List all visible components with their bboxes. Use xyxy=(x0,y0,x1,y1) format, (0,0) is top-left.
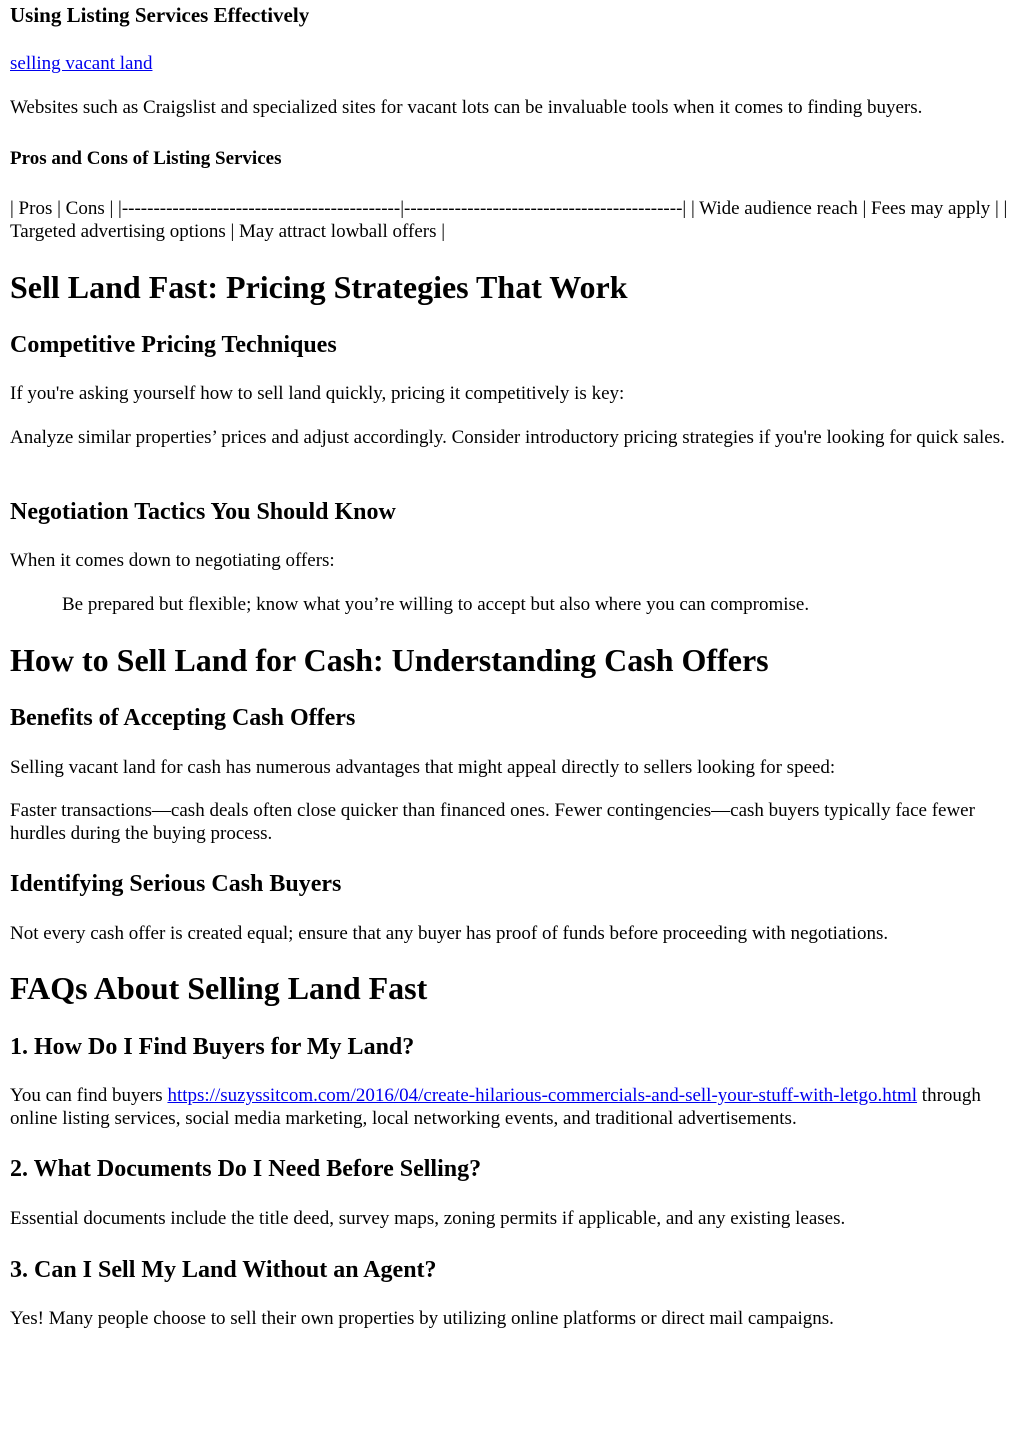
faq-answer-2: Essential documents include the title deed, survey maps, zoning permits if applicable, and any existing leases. xyxy=(10,1208,846,1229)
faqs-heading: FAQs About Selling Land Fast xyxy=(10,970,428,1006)
pricing-strategies-heading: Sell Land Fast: Pricing Strategies That Work xyxy=(10,269,628,305)
faq-answer-1 xyxy=(10,1084,1014,1130)
pros-cons-heading: Pros and Cons of Listing Services xyxy=(10,148,282,169)
faq-question-3: 3. Can I Sell My Land Without an Agent? xyxy=(10,1257,437,1283)
selling-vacant-land-link[interactable]: selling vacant land xyxy=(10,53,153,74)
cash-benefits-paragraph: Faster transactions—cash deals often close quicker than financed ones. Fewer contingencies—cash buyers typically face fewer hurdles during the buying process. xyxy=(10,800,975,844)
competitive-pricing-intro: If you're asking yourself how to sell land quickly, pricing it competitively is key: xyxy=(10,383,625,404)
faq-question-2: 2. What Documents Do I Need Before Selling? xyxy=(10,1156,482,1182)
competitive-pricing-heading: Competitive Pricing Techniques xyxy=(10,332,337,358)
faq-answer-1-text-post: through online listing services, social media marketing, local networking events, and traditional advertisements. xyxy=(10,1085,981,1129)
cash-benefits-intro: Selling vacant land for cash has numerous advantages that might appeal directly to sellers looking for speed: xyxy=(10,757,836,778)
listing-services-paragraph: Websites such as Craigslist and specialized sites for vacant lots can be invaluable tools when it comes to finding buyers. xyxy=(10,97,923,118)
cash-offers-heading: How to Sell Land for Cash: Understanding Cash Offers xyxy=(10,642,769,678)
section-heading-listing-services: Using Listing Services Effectively xyxy=(10,3,310,27)
negotiation-intro: When it comes down to negotiating offers: xyxy=(10,550,335,571)
faq-question-1: 1. How Do I Find Buyers for My Land? xyxy=(10,1034,415,1060)
faq-answer-3: Yes! Many people choose to sell their own properties by utilizing online platforms or direct mail campaigns. xyxy=(10,1308,834,1329)
link-wrapper xyxy=(10,52,1014,75)
cash-benefits-heading: Benefits of Accepting Cash Offers xyxy=(10,705,356,731)
letgo-article-link[interactable]: https://suzyssitcom.com/2016/04/create-hilarious-commercials-and-sell-your-stuff-with-letgo.html xyxy=(167,1085,918,1106)
negotiation-tactics-heading: Negotiation Tactics You Should Know xyxy=(10,499,396,525)
faq-answer-1-text-pre: You can find buyers xyxy=(10,1085,168,1106)
negotiation-quote: Be prepared but flexible; know what you’re willing to accept but also where you can compromise. xyxy=(62,594,810,615)
serious-buyers-paragraph: Not every cash offer is created equal; ensure that any buyer has proof of funds before proceeding with negotiations. xyxy=(10,923,889,944)
serious-buyers-heading: Identifying Serious Cash Buyers xyxy=(10,871,342,897)
competitive-pricing-paragraph: Analyze similar properties’ prices and adjust accordingly. Consider introductory pricing strategies if you're looking for quick sales. xyxy=(10,427,1005,448)
pros-cons-table-text: | Pros | Cons | |--------------------------------------------|--------------------------------------------| | Wide audience reach | Fees may apply | | Targeted advertising options | May attract lowball offers | xyxy=(10,198,1008,242)
